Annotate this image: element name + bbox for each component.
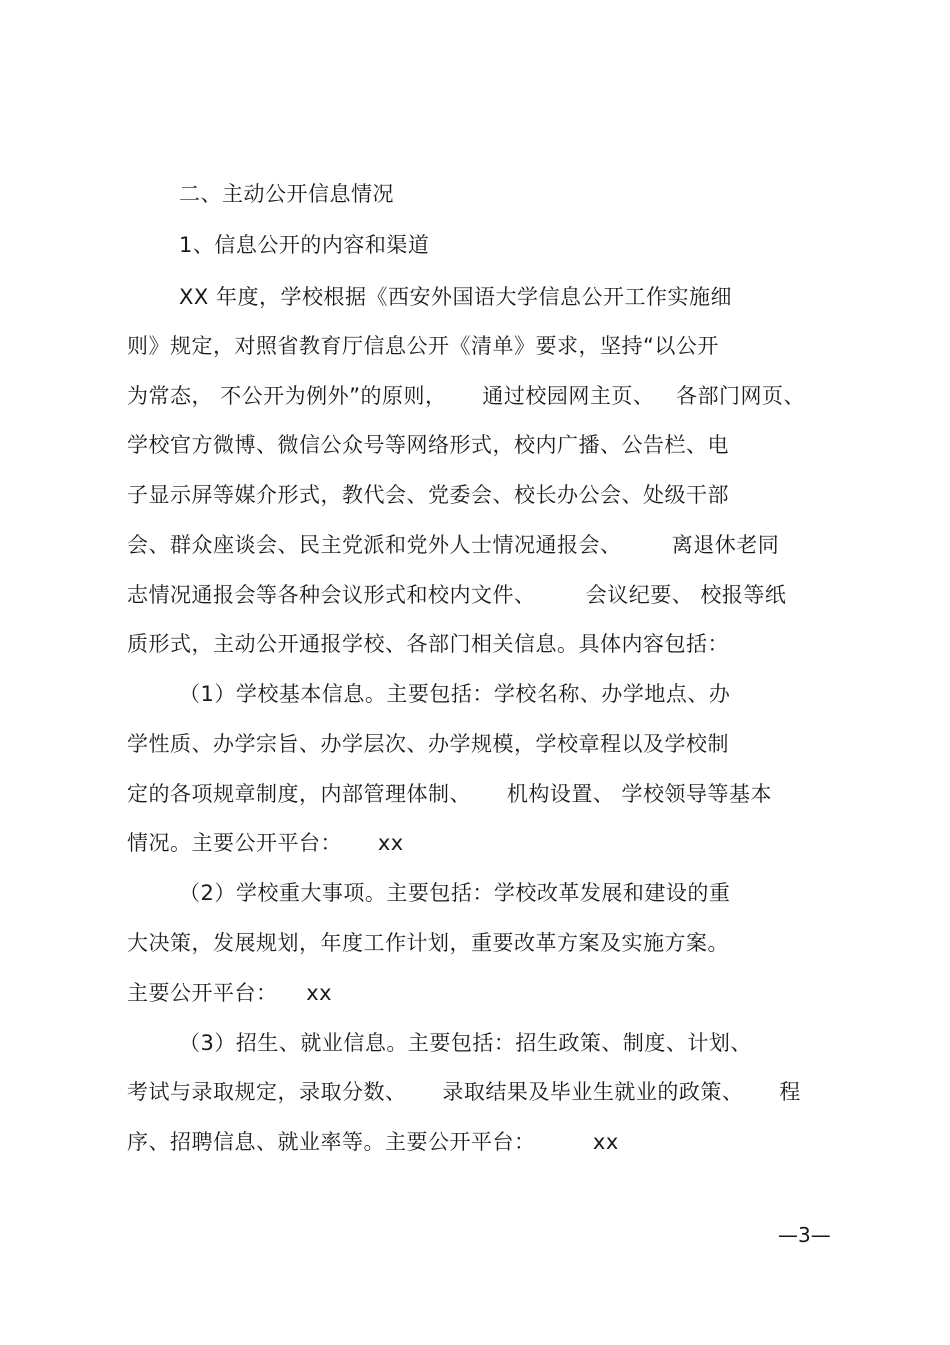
- paragraph-line: 主要公开平台： xx: [127, 981, 333, 1005]
- list-item-1: （1）学校基本信息。主要包括：学校名称、办学地点、办: [179, 682, 731, 706]
- list-item-3: （3）招生、就业信息。主要包括：招生政策、制度、计划、: [179, 1031, 752, 1055]
- paragraph-line: 大决策，发展规划，年度工作计划，重要改革方案及实施方案。: [127, 931, 729, 955]
- paragraph-line: 为常态， 不公开为例外”的原则， 通过校园网主页、 各部门网页、: [127, 384, 805, 408]
- paragraph-line: 学校官方微博、微信公众号等网络形式，校内广播、公告栏、电: [127, 433, 729, 457]
- paragraph-line: 子显示屏等媒介形式，教代会、党委会、校长办公会、处级干部: [127, 483, 729, 507]
- paragraph-line: 考试与录取规定，录取分数、 录取结果及毕业生就业的政策、 程: [127, 1080, 801, 1104]
- paragraph-line: 质形式，主动公开通报学校、各部门相关信息。具体内容包括：: [127, 632, 729, 656]
- paragraph-line: 志情况通报会等各种会议形式和校内文件、 会议纪要、 校报等纸: [127, 583, 787, 607]
- paragraph-line: XX 年度，学校根据《西安外国语大学信息公开工作实施细: [179, 285, 732, 309]
- paragraph-line: 定的各项规章制度，内部管理体制、 机构设置、 学校领导等基本: [127, 782, 773, 806]
- paragraph-line: 序、招聘信息、就业率等。主要公开平台： xx: [127, 1130, 619, 1154]
- subsection-heading: 1、信息公开的内容和渠道: [179, 233, 430, 257]
- paragraph-line: 会、群众座谈会、民主党派和党外人士情况通报会、 离退休老同: [127, 533, 780, 557]
- page-number: —3—: [778, 1223, 831, 1247]
- paragraph-line: 则》规定，对照省教育厅信息公开《清单》要求，坚持“以公开: [127, 334, 719, 358]
- paragraph-line: 学性质、办学宗旨、办学层次、办学规模，学校章程以及学校制: [127, 732, 729, 756]
- list-item-2: （2）学校重大事项。主要包括：学校改革发展和建设的重: [179, 881, 731, 905]
- paragraph-line: 情况。主要公开平台： xx: [127, 831, 404, 855]
- section-heading: 二、主动公开信息情况: [179, 182, 394, 206]
